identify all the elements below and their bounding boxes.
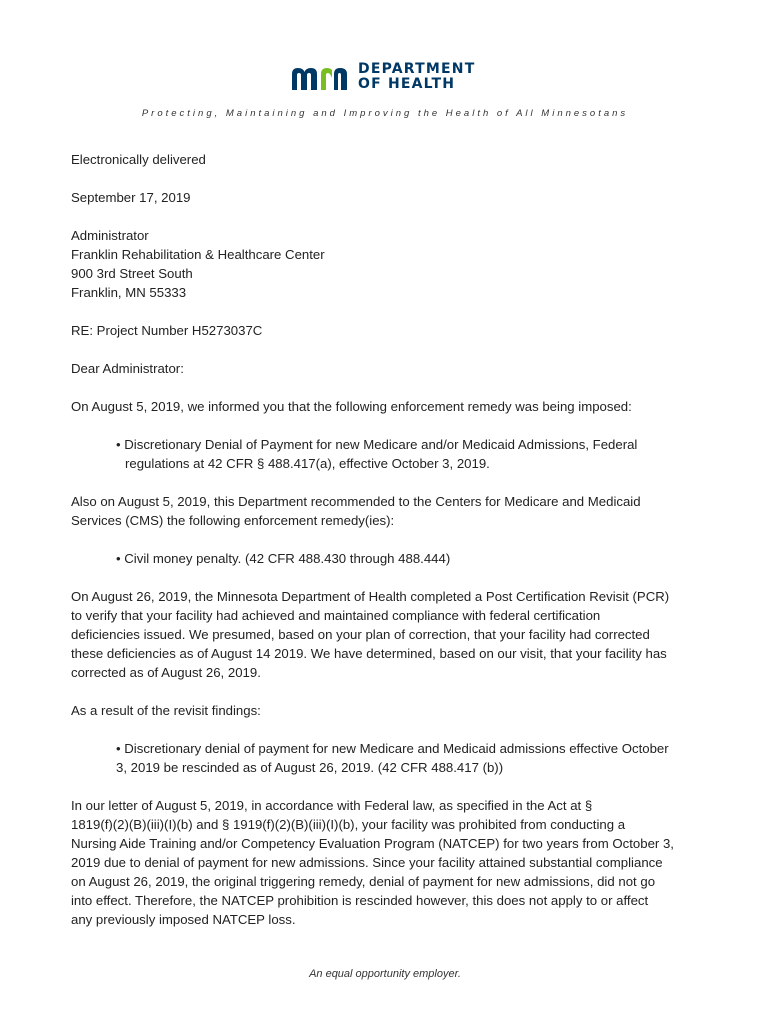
paragraph-line: into effect. Therefore, the NATCEP prohibition is rescinded however, this does not apply to or affect bbox=[71, 893, 649, 908]
tagline: Protecting, Maintaining and Improving the Health of All Minnesotans bbox=[141, 108, 629, 119]
paragraph-line: Also on August 5, 2019, this Department recommended to the Centers for Medicare and Medicaid bbox=[71, 494, 641, 509]
paragraph-3 bbox=[71, 587, 711, 682]
mn-logo-icon bbox=[290, 64, 354, 92]
paragraph-line: On August 26, 2019, the Minnesota Department of Health completed a Post Certification Revisit (PCR) bbox=[71, 589, 670, 604]
bullet-line: • Discretionary denial of payment for new Medicare and Medicaid admissions effective October bbox=[116, 741, 669, 756]
paragraph-line: any previously imposed NATCEP loss. bbox=[71, 912, 296, 927]
logo-line-2: OF HEALTH bbox=[358, 76, 456, 92]
salutation: Dear Administrator: bbox=[71, 361, 184, 376]
bullet-line: regulations at 42 CFR § 488.417(a), effective October 3, 2019. bbox=[125, 456, 490, 471]
paragraph-line: Nursing Aide Training and/or Competency Evaluation Program (NATCEP) for two years from October 3, bbox=[71, 836, 674, 851]
letter-body bbox=[71, 150, 711, 929]
address-line: Administrator bbox=[71, 228, 149, 243]
paragraph-line: In our letter of August 5, 2019, in accordance with Federal law, as specified in the Act at § bbox=[71, 798, 593, 813]
paragraph-line: 2019 due to denial of payment for new admissions. Since your facility attained substantial compliance bbox=[71, 855, 663, 870]
bullet-line: • Civil money penalty. (42 CFR 488.430 through 488.444) bbox=[116, 551, 451, 566]
paragraph-line: deficiencies issued. We presumed, based on your plan of correction, that your facility had corrected bbox=[71, 627, 650, 642]
paragraph-line: on August 26, 2019, the original triggering remedy, denial of payment for new admissions, did not go bbox=[71, 874, 656, 889]
bullet-3 bbox=[71, 739, 711, 777]
bullet-1 bbox=[71, 435, 711, 473]
recipient-address bbox=[71, 226, 711, 302]
letter-date: September 17, 2019 bbox=[71, 190, 191, 205]
logo-line-1: DEPARTMENT bbox=[358, 61, 476, 77]
footer-note: An equal opportunity employer. bbox=[309, 968, 461, 980]
paragraph-line: corrected as of August 26, 2019. bbox=[71, 665, 261, 680]
paragraph-5 bbox=[71, 796, 711, 929]
bullet-line: • Discretionary Denial of Payment for new Medicare and/or Medicaid Admissions, Federal bbox=[116, 437, 638, 452]
bullet-2 bbox=[71, 549, 711, 568]
mdh-logo bbox=[290, 60, 485, 96]
paragraph-4: As a result of the revisit findings: bbox=[71, 703, 261, 718]
paragraph-line: these deficiencies as of August 14 2019. We have determined, based on our visit, that your facility has bbox=[71, 646, 667, 661]
address-line: Franklin, MN 55333 bbox=[71, 285, 187, 300]
paragraph-1: On August 5, 2019, we informed you that the following enforcement remedy was being imposed: bbox=[71, 399, 632, 414]
paragraph-line: to verify that your facility had achieved and maintained compliance with federal certification bbox=[71, 608, 601, 623]
delivery-method: Electronically delivered bbox=[71, 152, 206, 167]
address-line: Franklin Rehabilitation & Healthcare Center bbox=[71, 247, 325, 262]
re-line: RE: Project Number H5273037C bbox=[71, 323, 263, 338]
logo-wordmark bbox=[358, 62, 475, 92]
address-line: 900 3rd Street South bbox=[71, 266, 193, 281]
paragraph-line: 1819(f)(2)(B)(iii)(I)(b) and § 1919(f)(2)(B)(iii)(I)(b), your facility was prohibited from conducting a bbox=[71, 817, 626, 832]
paragraph-2 bbox=[71, 492, 711, 530]
paragraph-line: Services (CMS) the following enforcement remedy(ies): bbox=[71, 513, 395, 528]
bullet-line: 3, 2019 be rescinded as of August 26, 2019. (42 CFR 488.417 (b)) bbox=[116, 760, 504, 775]
